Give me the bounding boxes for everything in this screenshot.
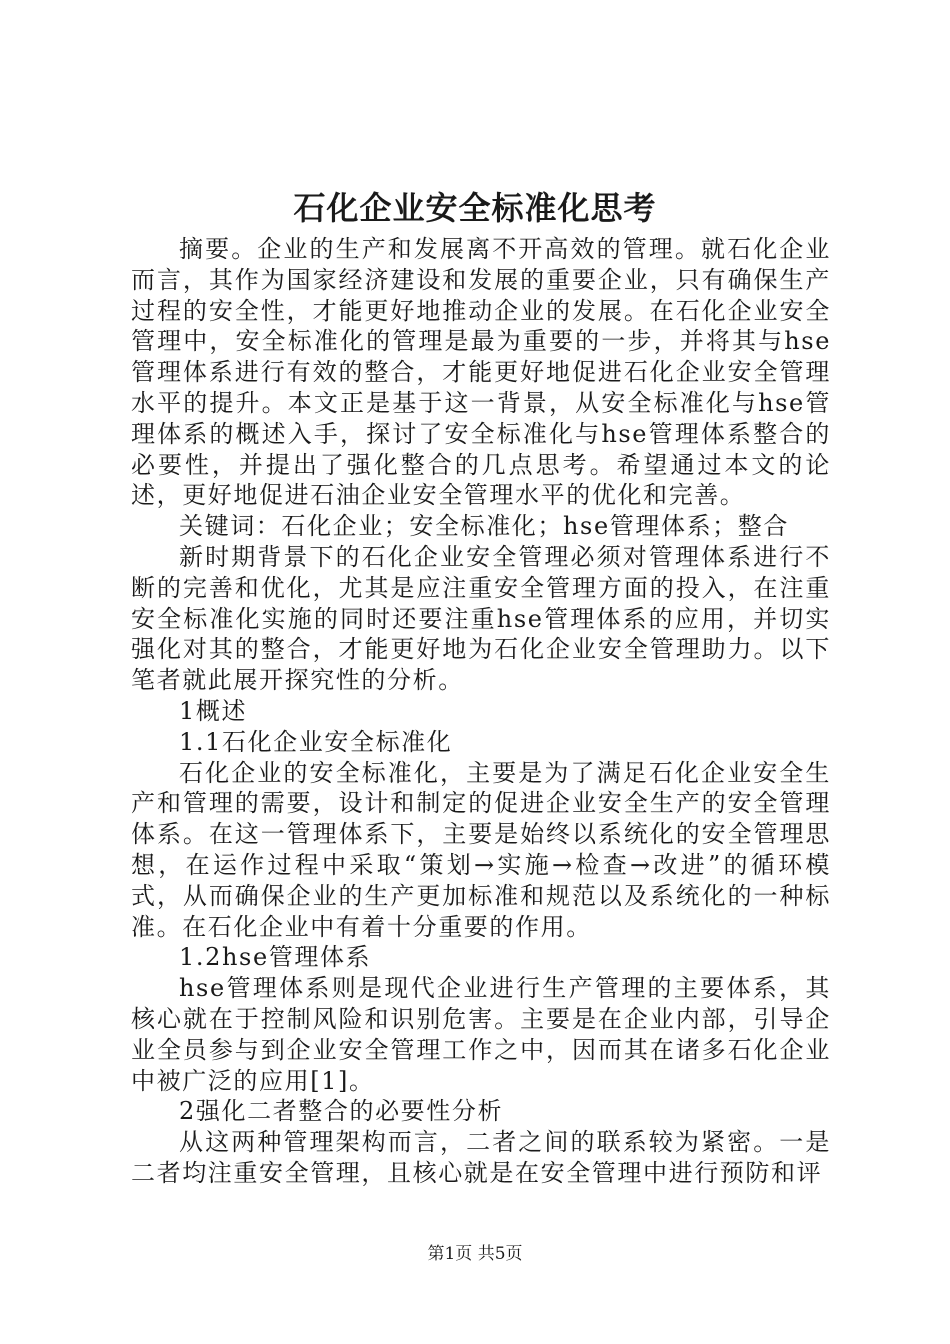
abstract-paragraph: 摘要。企业的生产和发展离不开高效的管理。就石化企业而言，其作为国家经济建设和发展的重要企业，只有确保生产过程的安全性，才能更好地推动企业的发展。在石化企业安全管理中，安全标准化的管理是最为重要的一步，并将其与hse管理体系进行有效的整合，才能更好地促进石化企业安全管理水平的提升。本文正是基于这一背景，从安全标准化与hse管理体系的概述入手，探讨了安全标准化与hse管理体系整合的必要性，并提出了强化整合的几点思考。希望通过本文的论述，更好地促进石油企业安全管理水平的优化和完善。 xyxy=(131,235,831,510)
section-2-paragraph: 从这两种管理架构而言，二者之间的联系较为紧密。一是二者均注重安全管理，且核心就是在安全管理中进行预防和评 xyxy=(131,1128,831,1187)
section-1-1-paragraph: 石化企业的安全标准化，主要是为了满足石化企业安全生产和管理的需要，设计和制定的促进企业安全生产的安全管理体系。在这一管理体系下，主要是始终以系统化的安全管理思想，在运作过程中采取“策划→实施→检查→改进”的循环模式，从而确保企业的生产更加标准和规范以及系统化的一种标准。在石化企业中有着十分重要的作用。 xyxy=(131,758,831,941)
section-heading-1-2: 1.2hse管理体系 xyxy=(179,943,372,972)
section-heading-1: 1概述 xyxy=(179,696,248,725)
keywords-paragraph: 关键词：石化企业；安全标准化；hse管理体系；整合 xyxy=(179,512,789,541)
intro-paragraph: 新时期背景下的石化企业安全管理必须对管理体系进行不断的完善和优化，尤其是应注重安全管理方面的投入，在注重安全标准化实施的同时还要注重hse管理体系的应用，并切实强化对其的整合，才能更好地为石化企业安全管理助力。以下笔者就此展开探究性的分析。 xyxy=(131,542,831,695)
document-title: 石化企业安全标准化思考 xyxy=(293,189,657,227)
section-1-2-paragraph: hse管理体系则是现代企业进行生产管理的主要体系，其核心就在于控制风险和识别危害。主要是在企业内部，引导企业全员参与到企业安全管理工作之中，因而其在诸多石化企业中被广泛的应用[1]。 xyxy=(131,974,831,1095)
section-heading-2: 2强化二者整合的必要性分析 xyxy=(179,1097,504,1126)
page-footer: 第1页 共5页 xyxy=(427,1244,523,1264)
section-heading-1-1: 1.1石化企业安全标准化 xyxy=(179,727,453,756)
document-body xyxy=(131,234,831,1189)
